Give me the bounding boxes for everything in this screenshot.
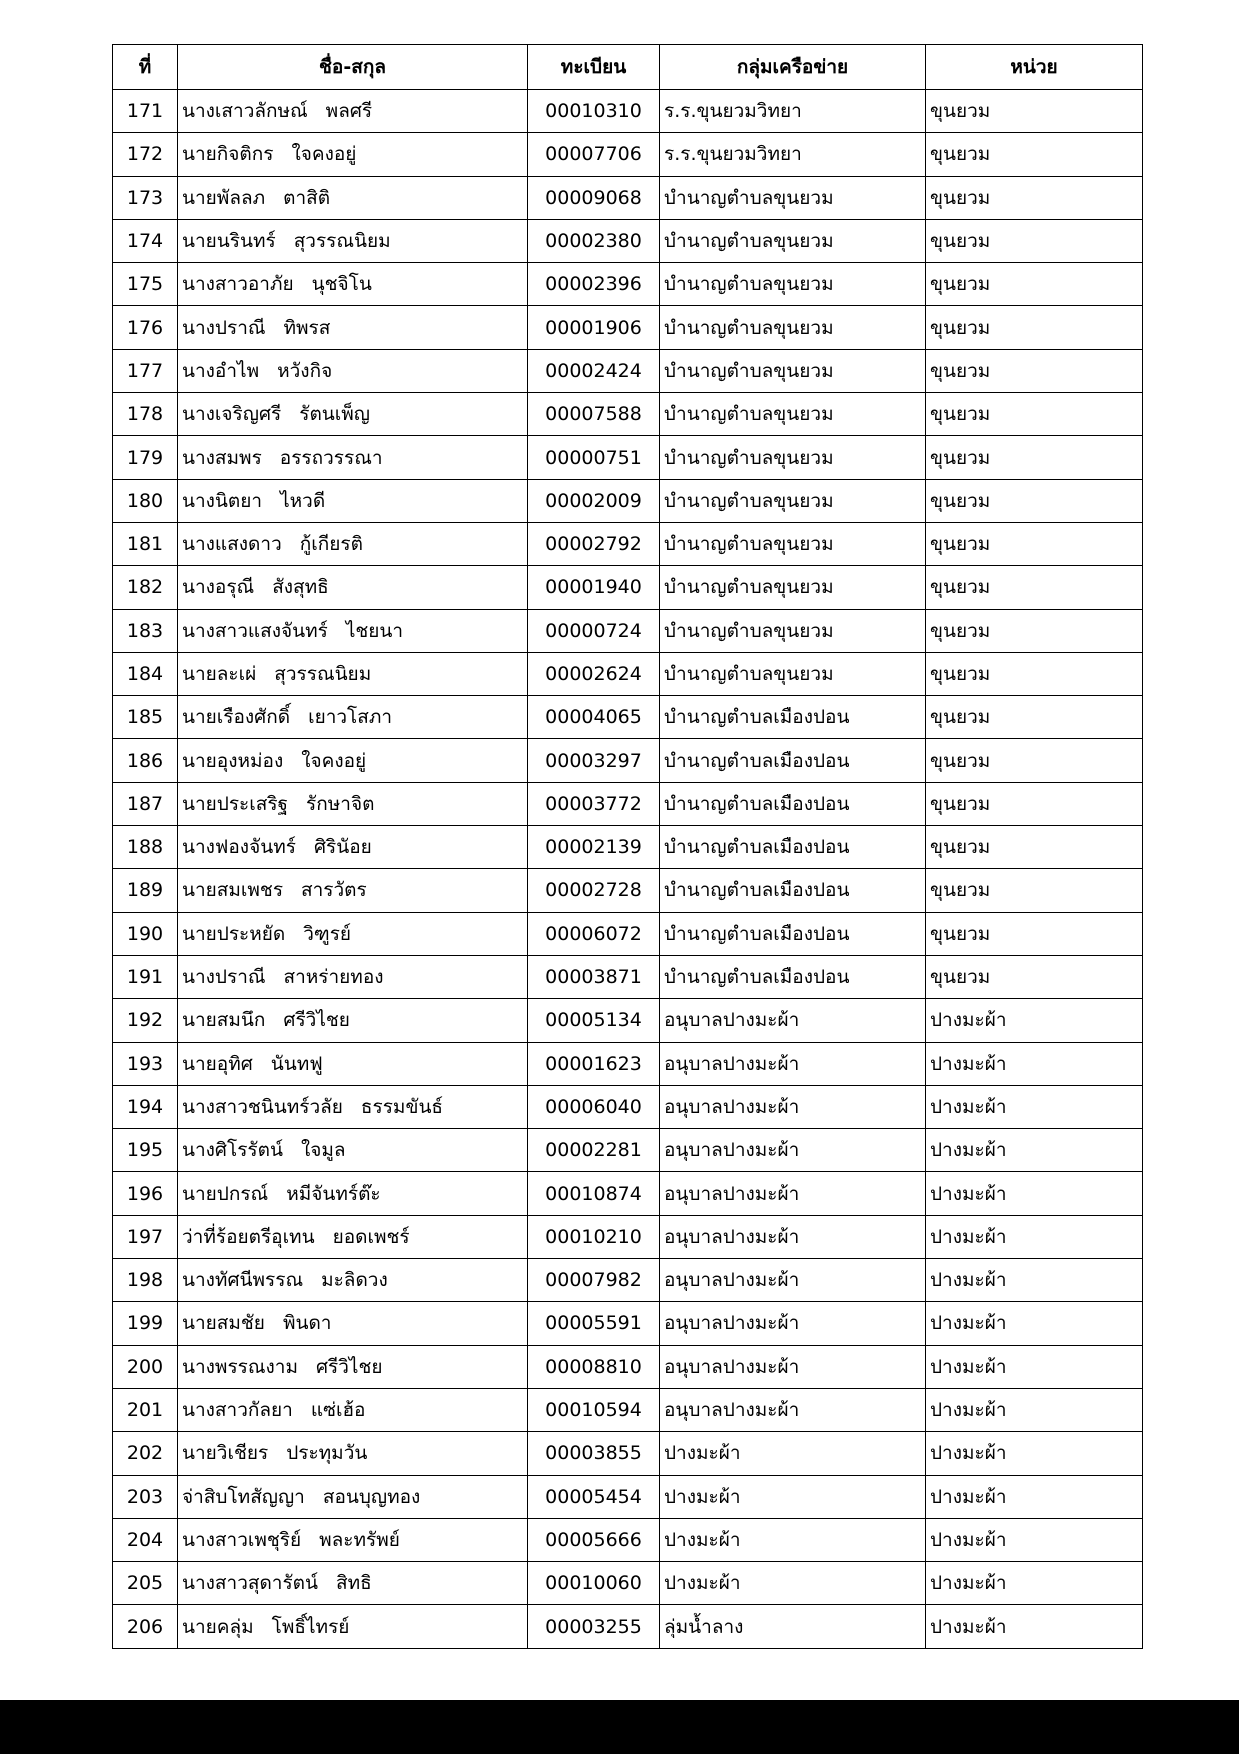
row-number: 187 (113, 782, 178, 825)
first-name: นางปราณี (182, 966, 266, 989)
table-row (113, 393, 1143, 436)
unit: ปางมะผ้า (926, 1345, 1143, 1388)
header-no: ที่ (113, 45, 178, 90)
member-name (178, 133, 528, 176)
registration-number: 00006040 (528, 1085, 660, 1128)
member-name (178, 1432, 528, 1475)
row-number: 186 (113, 739, 178, 782)
first-name: นางพรรณงาม (182, 1355, 298, 1378)
last-name: ศิรินัอย (313, 836, 372, 859)
network-group: อนุบาลปางมะผ้า (660, 1172, 926, 1215)
table-row (113, 826, 1143, 869)
last-name: นันทฟู (270, 1052, 323, 1075)
first-name: นายวิเชียร (182, 1442, 269, 1465)
member-name (178, 999, 528, 1042)
table-row (113, 1259, 1143, 1302)
first-name: นางสาวสุดารัตน์ (182, 1572, 319, 1595)
first-name: ว่าที่ร้อยตรีอุเทน (182, 1225, 315, 1248)
first-name: นางอรุณี (182, 576, 255, 599)
table-row (113, 955, 1143, 998)
network-group: บำนาญตำบลเมืองปอน (660, 782, 926, 825)
first-name: นางปราณี (182, 316, 266, 339)
registration-number: 00009068 (528, 176, 660, 219)
table-row (113, 1345, 1143, 1388)
last-name: ไหวดี (280, 489, 326, 512)
last-name: สุวรรณนิยม (274, 663, 372, 685)
member-name (178, 1562, 528, 1605)
registration-number: 00005666 (528, 1518, 660, 1561)
member-name (178, 739, 528, 782)
member-name (178, 1605, 528, 1648)
registration-number: 00003855 (528, 1432, 660, 1475)
unit: ปางมะผ้า (926, 1129, 1143, 1172)
registration-number: 00003297 (528, 739, 660, 782)
row-number: 182 (113, 566, 178, 609)
unit: ขุนยวม (926, 566, 1143, 609)
first-name: นายประเสริฐ (182, 792, 289, 815)
row-number: 172 (113, 133, 178, 176)
network-group: บำนาญตำบลเมืองปอน (660, 826, 926, 869)
row-number: 175 (113, 263, 178, 306)
member-name (178, 306, 528, 349)
row-number: 193 (113, 1042, 178, 1085)
member-name (178, 1475, 528, 1518)
row-number: 176 (113, 306, 178, 349)
first-name: นางฟองจันทร์ (182, 836, 296, 859)
member-name (178, 393, 528, 436)
row-number: 190 (113, 912, 178, 955)
registration-number: 00007706 (528, 133, 660, 176)
network-group: อนุบาลปางมะผ้า (660, 999, 926, 1042)
row-number: 191 (113, 955, 178, 998)
unit: ขุนยวม (926, 436, 1143, 479)
member-name (178, 782, 528, 825)
network-group: ร.ร.ขุนยวมวิทยา (660, 90, 926, 133)
network-group: อนุบาลปางมะผ้า (660, 1129, 926, 1172)
network-group: บำนาญตำบลเมืองปอน (660, 739, 926, 782)
table-body (113, 90, 1143, 1649)
row-number: 177 (113, 349, 178, 392)
table-row (113, 1518, 1143, 1561)
first-name: นางแสงดาว (182, 533, 282, 556)
first-name: นายละเผ่ (182, 663, 257, 685)
member-name (178, 1345, 528, 1388)
table-row (113, 739, 1143, 782)
first-name: นายสมเพชร (182, 879, 284, 902)
table-row (113, 1302, 1143, 1345)
member-table (112, 44, 1143, 1649)
header-registration: ทะเบียน (528, 45, 660, 90)
last-name: ธรรมขันธ์ (360, 1095, 444, 1118)
registration-number: 00001906 (528, 306, 660, 349)
last-name: พลศรี (325, 100, 373, 123)
last-name: แซ่เฮ้อ (310, 1399, 366, 1422)
network-group: บำนาญตำบลขุนยวม (660, 393, 926, 436)
unit: ขุนยวม (926, 609, 1143, 652)
unit: ขุนยวม (926, 696, 1143, 739)
row-number: 199 (113, 1302, 178, 1345)
first-name: นายสมชัย (182, 1312, 265, 1335)
member-name (178, 826, 528, 869)
network-group: อนุบาลปางมะผ้า (660, 1042, 926, 1085)
network-group: บำนาญตำบลขุนยวม (660, 306, 926, 349)
member-name (178, 90, 528, 133)
network-group: อนุบาลปางมะผ้า (660, 1085, 926, 1128)
row-number: 183 (113, 609, 178, 652)
row-number: 192 (113, 999, 178, 1042)
member-name (178, 219, 528, 262)
table-row (113, 696, 1143, 739)
unit: ขุนยวม (926, 869, 1143, 912)
registration-number: 00001940 (528, 566, 660, 609)
unit: ปางมะผ้า (926, 1562, 1143, 1605)
table-row (113, 1562, 1143, 1605)
first-name: นางอำไพ (182, 359, 260, 382)
registration-number: 00004065 (528, 696, 660, 739)
table-row (113, 522, 1143, 565)
last-name: สุวรรณนิยม (293, 230, 391, 253)
last-name: ไชยนา (345, 619, 404, 642)
last-name: รักษาจิต (306, 792, 375, 815)
network-group: บำนาญตำบลขุนยวม (660, 566, 926, 609)
network-group: อนุบาลปางมะผ้า (660, 1345, 926, 1388)
registration-number: 00005134 (528, 999, 660, 1042)
member-name (178, 436, 528, 479)
row-number: 205 (113, 1562, 178, 1605)
table-row (113, 133, 1143, 176)
header-network-group: กลุ่มเครือข่าย (660, 45, 926, 90)
registration-number: 00002624 (528, 652, 660, 695)
row-number: 203 (113, 1475, 178, 1518)
network-group: ปางมะผ้า (660, 1518, 926, 1561)
unit: ขุนยวม (926, 219, 1143, 262)
row-number: 180 (113, 479, 178, 522)
table-row (113, 436, 1143, 479)
unit: ขุนยวม (926, 90, 1143, 133)
last-name: รัตนเพ็ญ (299, 403, 370, 426)
row-number: 171 (113, 90, 178, 133)
table-header-row (113, 45, 1143, 90)
network-group: บำนาญตำบลเมืองปอน (660, 955, 926, 998)
member-name (178, 955, 528, 998)
last-name: สอนบุญทอง (322, 1485, 421, 1508)
table-row (113, 782, 1143, 825)
network-group: ปางมะผ้า (660, 1475, 926, 1518)
table-row (113, 609, 1143, 652)
member-name (178, 1215, 528, 1258)
table-row (113, 999, 1143, 1042)
last-name: สิทธิ (336, 1572, 372, 1595)
row-number: 204 (113, 1518, 178, 1561)
unit: ปางมะผ้า (926, 1518, 1143, 1561)
member-name (178, 912, 528, 955)
unit: ปางมะผ้า (926, 1172, 1143, 1215)
first-name: นางสาวแสงจันทร์ (182, 619, 328, 642)
unit: ขุนยวม (926, 306, 1143, 349)
member-name (178, 1518, 528, 1561)
last-name: มะลิดวง (321, 1269, 388, 1292)
first-name: นายคลุ่ม (182, 1615, 254, 1638)
network-group: บำนาญตำบลขุนยวม (660, 652, 926, 695)
first-name: นางสาวกัลยา (182, 1399, 293, 1422)
network-group: อนุบาลปางมะผ้า (660, 1215, 926, 1258)
first-name: นางเสาวลักษณ์ (182, 100, 308, 123)
network-group: บำนาญตำบลขุนยวม (660, 349, 926, 392)
registration-number: 00002792 (528, 522, 660, 565)
registration-number: 00010210 (528, 1215, 660, 1258)
table-row (113, 479, 1143, 522)
unit: ขุนยวม (926, 133, 1143, 176)
row-number: 185 (113, 696, 178, 739)
registration-number: 00010594 (528, 1388, 660, 1431)
registration-number: 00010310 (528, 90, 660, 133)
registration-number: 00002728 (528, 869, 660, 912)
first-name: นายสมนึก (182, 1009, 266, 1032)
table-row (113, 219, 1143, 262)
last-name: หวังกิจ (277, 359, 333, 382)
member-name (178, 566, 528, 609)
registration-number: 00007982 (528, 1259, 660, 1302)
unit: ขุนยวม (926, 393, 1143, 436)
network-group: บำนาญตำบลขุนยวม (660, 479, 926, 522)
network-group: ร.ร.ขุนยวมวิทยา (660, 133, 926, 176)
first-name: นายพัลลภ (182, 186, 266, 209)
last-name: กู้เกียรติ (299, 533, 363, 556)
row-number: 181 (113, 522, 178, 565)
first-name: นายเรืองศักดิ์ (182, 706, 291, 729)
member-name (178, 652, 528, 695)
first-name: นายกิจติกร (182, 143, 274, 166)
row-number: 188 (113, 826, 178, 869)
table-row (113, 349, 1143, 392)
table-row (113, 1042, 1143, 1085)
unit: ขุนยวม (926, 912, 1143, 955)
member-name (178, 696, 528, 739)
network-group: อนุบาลปางมะผ้า (660, 1259, 926, 1302)
registration-number: 00002380 (528, 219, 660, 262)
unit: ขุนยวม (926, 263, 1143, 306)
network-group: บำนาญตำบลเมืองปอน (660, 696, 926, 739)
unit: ปางมะผ้า (926, 1259, 1143, 1302)
last-name: สารวัตร (301, 879, 367, 902)
last-name: ใจคงอยู่ (291, 143, 357, 166)
first-name: นางทัศนีพรรณ (182, 1269, 304, 1292)
row-number: 189 (113, 869, 178, 912)
first-name: นายปกรณ์ (182, 1182, 269, 1205)
first-name: นางสมพร (182, 446, 262, 469)
last-name: ศรีวิไชย (283, 1009, 350, 1032)
member-name (178, 869, 528, 912)
first-name: นายอุทิศ (182, 1052, 253, 1075)
first-name: นายนรินทร์ (182, 230, 276, 253)
network-group: บำนาญตำบลเมืองปอน (660, 912, 926, 955)
registration-number: 00008810 (528, 1345, 660, 1388)
last-name: ใจมูล (300, 1139, 346, 1162)
registration-number: 00002139 (528, 826, 660, 869)
unit: ขุนยวม (926, 522, 1143, 565)
member-name (178, 1302, 528, 1345)
last-name: ทิพรส (283, 316, 331, 339)
row-number: 179 (113, 436, 178, 479)
last-name: โพธิ์ไทรย์ (271, 1615, 350, 1638)
table-row (113, 176, 1143, 219)
network-group: อนุบาลปางมะผ้า (660, 1388, 926, 1431)
last-name: ศรีวิไชย (315, 1355, 383, 1378)
member-name (178, 263, 528, 306)
first-name: นางสาวอาภัย (182, 273, 294, 296)
network-group: ปางมะผ้า (660, 1562, 926, 1605)
member-name (178, 1388, 528, 1431)
row-number: 198 (113, 1259, 178, 1302)
row-number: 178 (113, 393, 178, 436)
last-name: พินดา (282, 1312, 332, 1335)
row-number: 206 (113, 1605, 178, 1648)
network-group: บำนาญตำบลขุนยวม (660, 609, 926, 652)
last-name: เยาวโสภา (308, 706, 393, 729)
registration-number: 00006072 (528, 912, 660, 955)
registration-number: 00003255 (528, 1605, 660, 1648)
last-name: นุชจิโน (311, 273, 372, 296)
unit: ปางมะผ้า (926, 1432, 1143, 1475)
member-name (178, 1085, 528, 1128)
unit: ขุนยวม (926, 826, 1143, 869)
row-number: 174 (113, 219, 178, 262)
network-group: บำนาญตำบลขุนยวม (660, 522, 926, 565)
last-name: ตาสิติ (283, 186, 331, 209)
unit: ขุนยวม (926, 782, 1143, 825)
unit: ปางมะผ้า (926, 1215, 1143, 1258)
table-row (113, 1172, 1143, 1215)
scan-border-bar (0, 1700, 1239, 1754)
unit: ปางมะผ้า (926, 1475, 1143, 1518)
registration-number: 00003772 (528, 782, 660, 825)
first-name: นางศิโรรัตน์ (182, 1139, 283, 1162)
last-name: ประทุมวัน (286, 1442, 368, 1465)
unit: ขุนยวม (926, 652, 1143, 695)
network-group: บำนาญตำบลขุนยวม (660, 176, 926, 219)
last-name: วิฑูรย์ (303, 922, 352, 945)
last-name: สังสุทธิ (272, 576, 329, 599)
table-row (113, 1475, 1143, 1518)
first-name: นางเจริญศรี (182, 403, 282, 426)
first-name: นางสาวเพชุริย์ (182, 1528, 302, 1551)
first-name: นางนิตยา (182, 489, 263, 512)
row-number: 195 (113, 1129, 178, 1172)
registration-number: 00002009 (528, 479, 660, 522)
registration-number: 00005591 (528, 1302, 660, 1345)
member-name (178, 1042, 528, 1085)
unit: ขุนยวม (926, 479, 1143, 522)
unit: ปางมะผ้า (926, 1605, 1143, 1648)
registration-number: 00003871 (528, 955, 660, 998)
table-row (113, 1432, 1143, 1475)
table-row (113, 1085, 1143, 1128)
row-number: 173 (113, 176, 178, 219)
registration-number: 00001623 (528, 1042, 660, 1085)
table-row (113, 90, 1143, 133)
registration-number: 00002396 (528, 263, 660, 306)
header-name: ชื่อ-สกุล (178, 45, 528, 90)
member-name (178, 522, 528, 565)
last-name: ใจคงอยู่ (301, 749, 367, 772)
registration-number: 00007588 (528, 393, 660, 436)
member-name (178, 1259, 528, 1302)
unit: ขุนยวม (926, 955, 1143, 998)
unit: ขุนยวม (926, 176, 1143, 219)
table-row (113, 652, 1143, 695)
table-row (113, 566, 1143, 609)
registration-number: 00000751 (528, 436, 660, 479)
network-group: บำนาญตำบลขุนยวม (660, 263, 926, 306)
first-name: จ่าสิบโทสัญญา (182, 1485, 305, 1508)
member-name (178, 609, 528, 652)
table-row (113, 1215, 1143, 1258)
member-name (178, 349, 528, 392)
network-group: บำนาญตำบลเมืองปอน (660, 869, 926, 912)
registration-number: 00010060 (528, 1562, 660, 1605)
unit: ปางมะผ้า (926, 1042, 1143, 1085)
last-name: อรรถวรรณา (279, 446, 383, 469)
table-row (113, 912, 1143, 955)
header-unit: หน่วย (926, 45, 1143, 90)
last-name: พละทรัพย์ (319, 1528, 400, 1551)
unit: ขุนยวม (926, 349, 1143, 392)
unit: ปางมะผ้า (926, 1302, 1143, 1345)
row-number: 201 (113, 1388, 178, 1431)
network-group: ลุ่มน้ำลาง (660, 1605, 926, 1648)
row-number: 196 (113, 1172, 178, 1215)
member-name (178, 1129, 528, 1172)
registration-number: 00002424 (528, 349, 660, 392)
registration-number: 00005454 (528, 1475, 660, 1518)
network-group: บำนาญตำบลขุนยวม (660, 219, 926, 262)
unit: ปางมะผ้า (926, 999, 1143, 1042)
table-row (113, 869, 1143, 912)
first-name: นายประหยัด (182, 922, 286, 945)
member-name (178, 479, 528, 522)
registration-number: 00002281 (528, 1129, 660, 1172)
unit: ปางมะผ้า (926, 1085, 1143, 1128)
first-name: นางสาวชนินทร์วลัย (182, 1095, 343, 1118)
member-name (178, 176, 528, 219)
network-group: อนุบาลปางมะผ้า (660, 1302, 926, 1345)
network-group: ปางมะผ้า (660, 1432, 926, 1475)
unit: ปางมะผ้า (926, 1388, 1143, 1431)
last-name: ยอดเพชร์ (332, 1225, 410, 1248)
table-row (113, 306, 1143, 349)
row-number: 200 (113, 1345, 178, 1388)
row-number: 184 (113, 652, 178, 695)
row-number: 197 (113, 1215, 178, 1258)
last-name: หมีจันทร์ต๊ะ (286, 1182, 381, 1205)
registration-number: 00010874 (528, 1172, 660, 1215)
table-row (113, 263, 1143, 306)
network-group: บำนาญตำบลขุนยวม (660, 436, 926, 479)
table-row (113, 1605, 1143, 1648)
unit: ขุนยวม (926, 739, 1143, 782)
registration-number: 00000724 (528, 609, 660, 652)
row-number: 202 (113, 1432, 178, 1475)
table-row (113, 1129, 1143, 1172)
first-name: นายอุงหม่อง (182, 749, 284, 772)
table-row (113, 1388, 1143, 1431)
row-number: 194 (113, 1085, 178, 1128)
member-name (178, 1172, 528, 1215)
last-name: สาหร่ายทอง (283, 966, 384, 989)
